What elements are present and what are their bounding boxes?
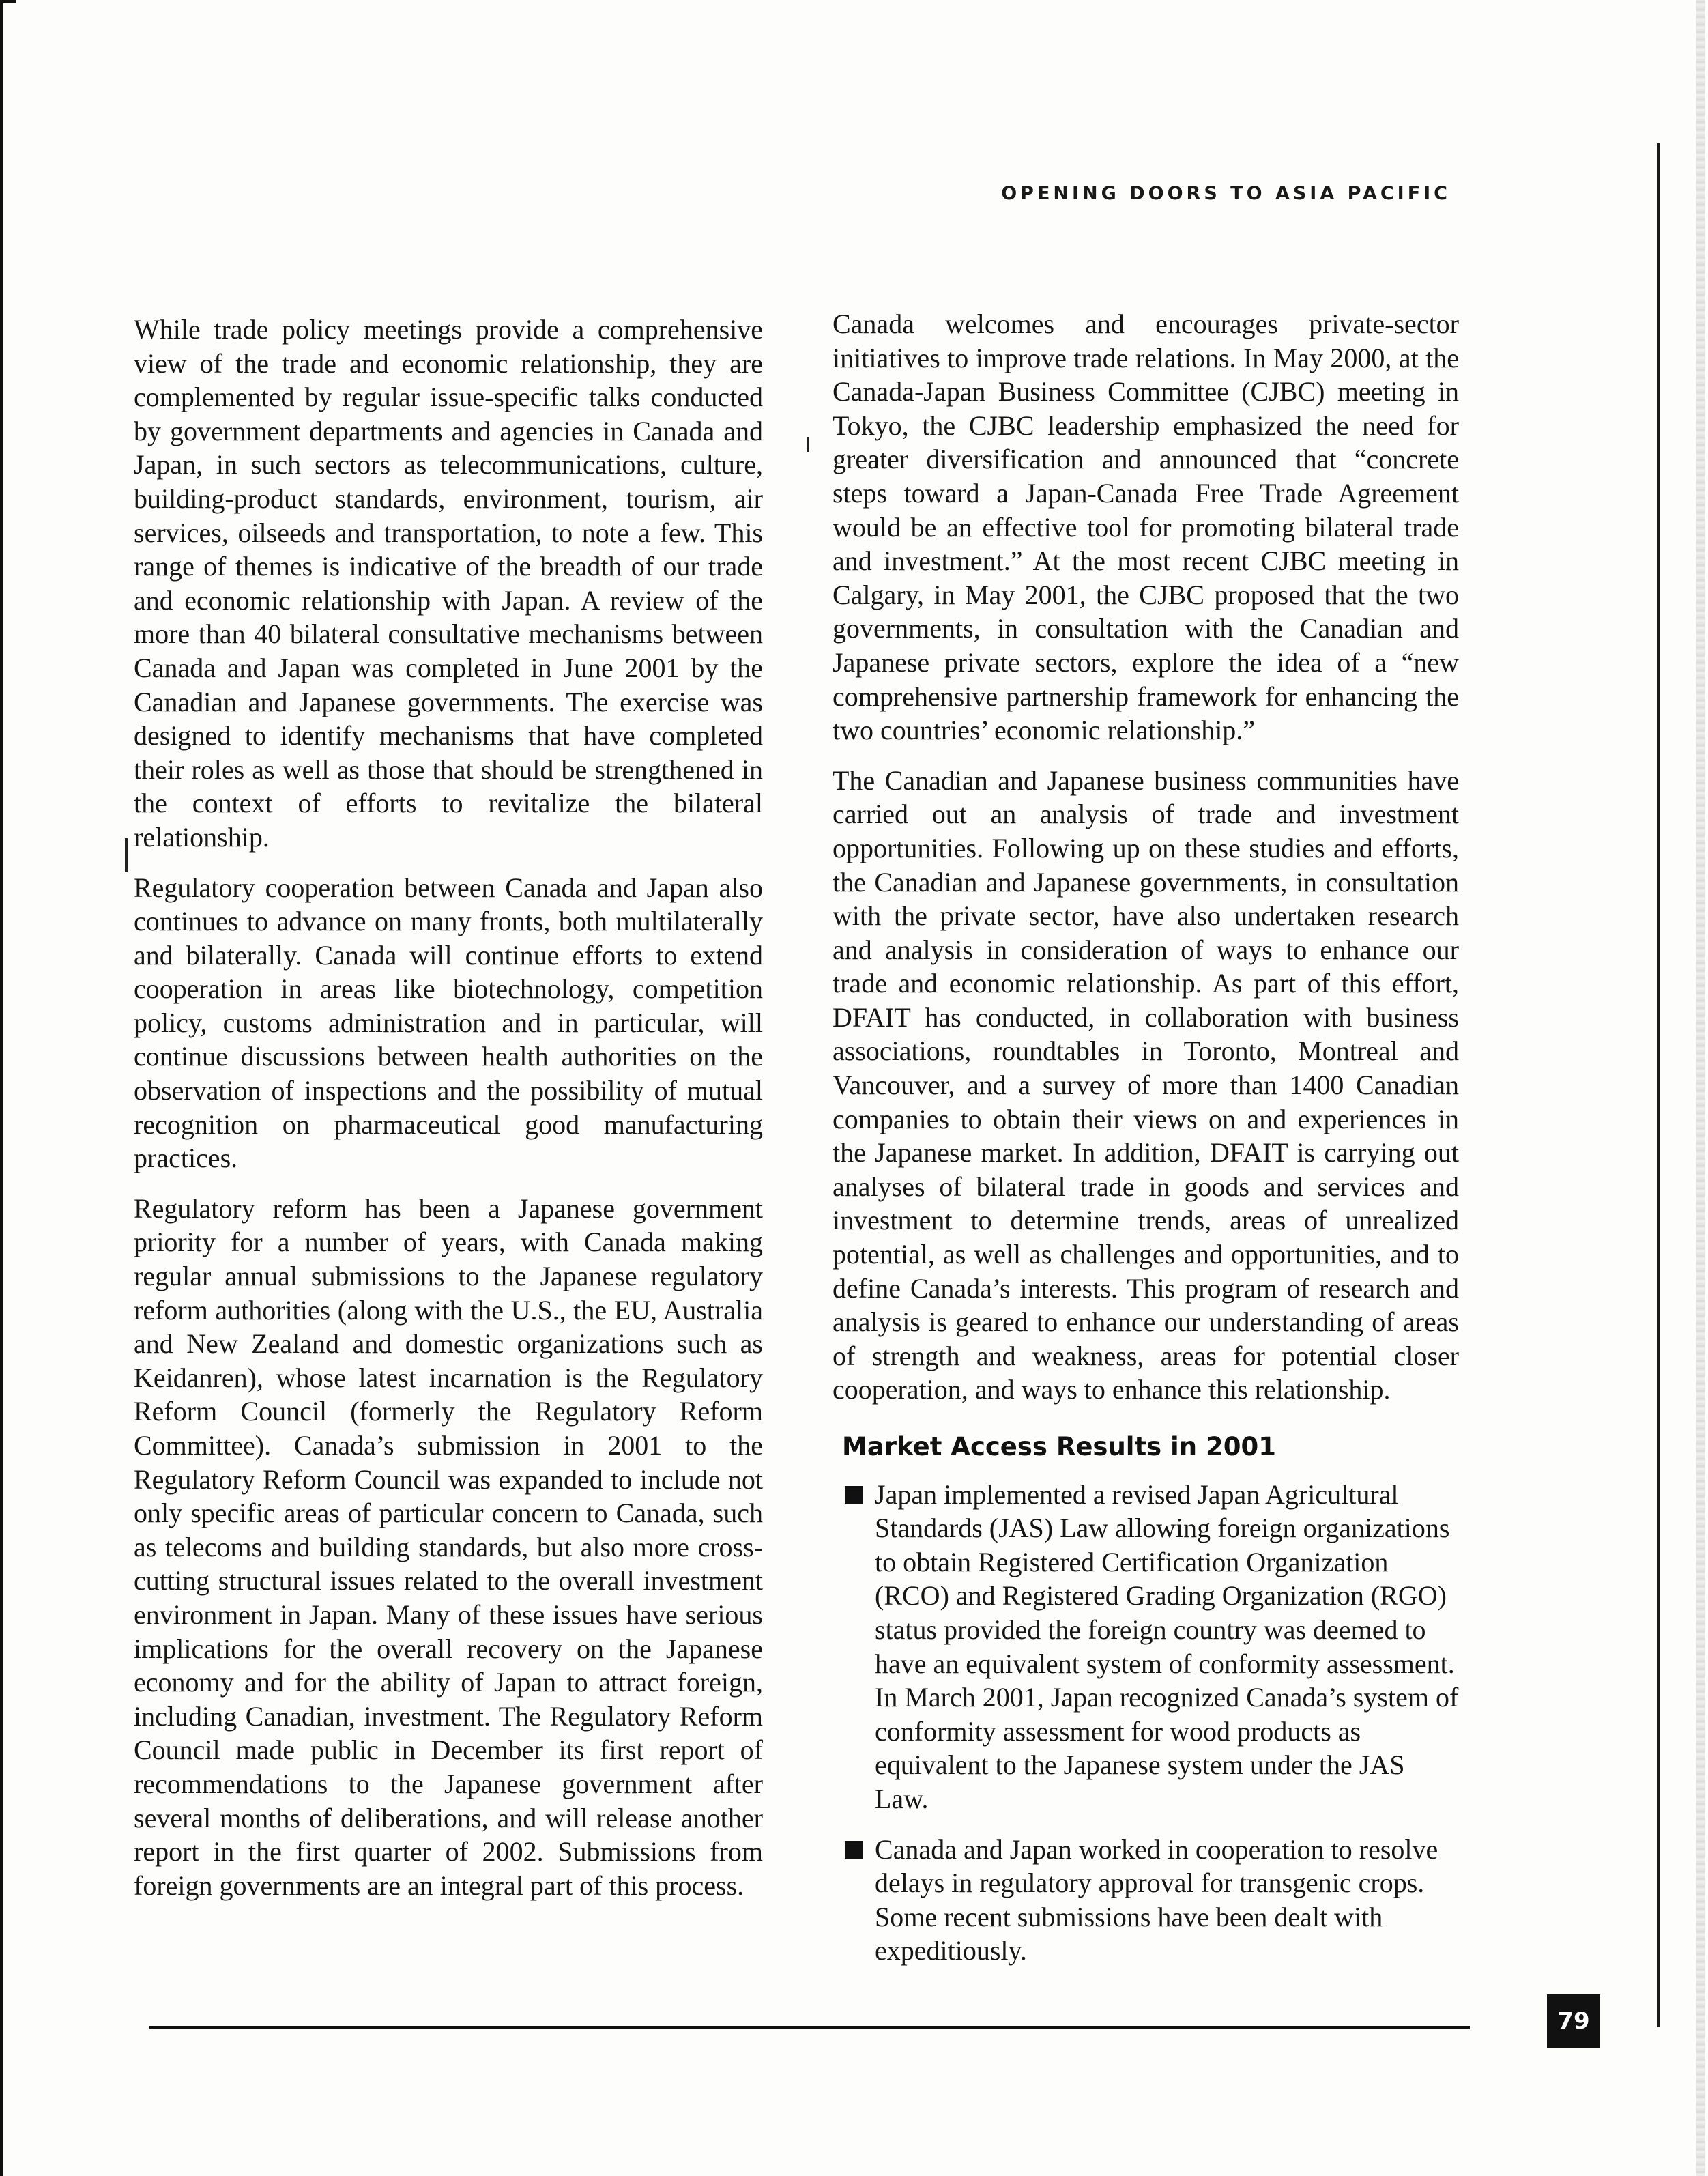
- list-item-text: Canada and Japan worked in cooperation to resolve delays in regulatory approval for transgenic crops. Some recent submissions have been dealt with expeditiously.: [875, 1833, 1438, 1966]
- left-column: [134, 313, 763, 1919]
- margin-mark: [125, 838, 128, 872]
- paragraph: While trade policy meetings provide a comprehensive view of the trade and economic relationship, they are complemented by regular issue-specific talks conducted by government departments and agencies in Canada and Japan, in such sectors as telecommunications, culture, building-product standards, environment, tourism, air services, oilseeds and transportation, to note a few. This range of themes is indicative of the breadth of our trade and economic relationship with Japan. A review of the more than 40 bilateral consultative mechanisms between Canada and Japan was completed in June 2001 by the Canadian and Japanese governments. The exercise was designed to identify mechanisms that have completed their roles as well as those that should be strengthened in the context of efforts to revitalize the bilateral relationship.: [134, 314, 763, 853]
- footer-rule: [149, 2026, 1470, 2029]
- paragraph: Canada welcomes and encourages private-sector initiatives to improve trade relations. In May 2000, at the Canada-Japan Business Committee (CJBC) meeting in Tokyo, the CJBC leadership emphasized the need for greater diversification and announced that “concrete steps toward a Japan-Canada Free Trade Agreement would be an effective tool for promoting bilateral trade and investment.” At the most recent CJBC meeting in Calgary, in May 2001, the CJBC proposed that the two governments, in consultation with the Canadian and Japanese private sectors, explore the idea of a “new comprehensive partnership framework for enhancing the two countries’ economic relationship.”: [833, 309, 1459, 746]
- margin-mark: [807, 437, 809, 452]
- section-heading: Market Access Results in 2001: [842, 1432, 1276, 1461]
- list-item-text: Japan implemented a revised Japan Agricultural Standards (JAS) Law allowing foreign organizations to obtain Registered Certification Organization (RCO) and Registered Grading Organization (RGO) status provided the foreign country was deemed to have an equivalent system of conformity assessment. In March 2001, Japan recognized Canada’s system of conformity assessment for wood products as equivalent to the Japanese system under the JAS Law.: [875, 1478, 1459, 1814]
- scan-corner-mark: [0, 0, 16, 3]
- bullet-list: [833, 1478, 1459, 1968]
- scan-left-edge: [0, 0, 3, 2176]
- paragraph: Regulatory cooperation between Canada and Japan also continues to advance on many fronts, both multilaterally and bilaterally. Canada will continue efforts to extend cooperation in areas like biotechnology, competition policy, customs administration and in particular, will continue discussions between health authorities on the observation of inspections and the possibility of mutual recognition on pharmaceutical good manufacturing practices.: [134, 872, 763, 1174]
- page-number: 79: [1547, 1994, 1600, 2048]
- square-bullet-icon: [845, 1841, 863, 1859]
- list-item: [833, 1833, 1459, 1968]
- paragraph: The Canadian and Japanese business communities have carried out an analysis of trade and investment opportunities. Following up on these studies and efforts, the Canadian and Japanese governments, in consultation with the private sector, have also undertaken research and analysis in consideration of ways to enhance our trade and economic relationship. As part of this effort, DFAIT has conducted, in collaboration with business associations, roundtables in Toronto, Montreal and Vancouver, and a survey of more than 1400 Canadian companies to obtain their views on and experiences in the Japanese market. In addition, DFAIT is carrying out analyses of bilateral trade in goods and services and investment to determine trends, areas of unrealized potential, as well as challenges and opportunities, and to define Canada’s interests. This program of research and analysis is geared to enhance our understanding of areas of strength and weakness, areas for potential closer cooperation, and ways to enhance this relationship.: [833, 764, 1459, 1405]
- right-column: [833, 307, 1459, 1984]
- running-header: OPENING DOORS TO ASIA PACIFIC: [1001, 183, 1451, 204]
- list-item: [833, 1478, 1459, 1816]
- paragraph: Regulatory reform has been a Japanese government priority for a number of years, with Canada making regular annual submissions to the Japanese regulatory reform authorities (along with the U.S., the EU, Australia and New Zealand and domestic organizations such as Keidanren), whose latest incarnation is the Regulatory Reform Council (formerly the Regulatory Reform Committee). Canada’s submission in 2001 to the Regulatory Reform Council was expanded to include not only specific areas of particular concern to Canada, such as telecoms and building standards, but also more cross-cutting structural issues related to the overall investment environment in Japan. Many of these issues have serious implications for the overall recovery on the Japanese economy and for the ability of Japan to attract foreign, including Canadian, investment. The Regulatory Reform Council made public in December its first report of recommendations to the Japanese government after several months of deliberations, and will release another report in the first quarter of 2002. Submissions from foreign governments are an integral part of this process.: [134, 1192, 763, 1901]
- scan-right-rule: [1657, 143, 1660, 2027]
- scan-right-edge: [1696, 0, 1705, 2176]
- square-bullet-icon: [845, 1486, 863, 1504]
